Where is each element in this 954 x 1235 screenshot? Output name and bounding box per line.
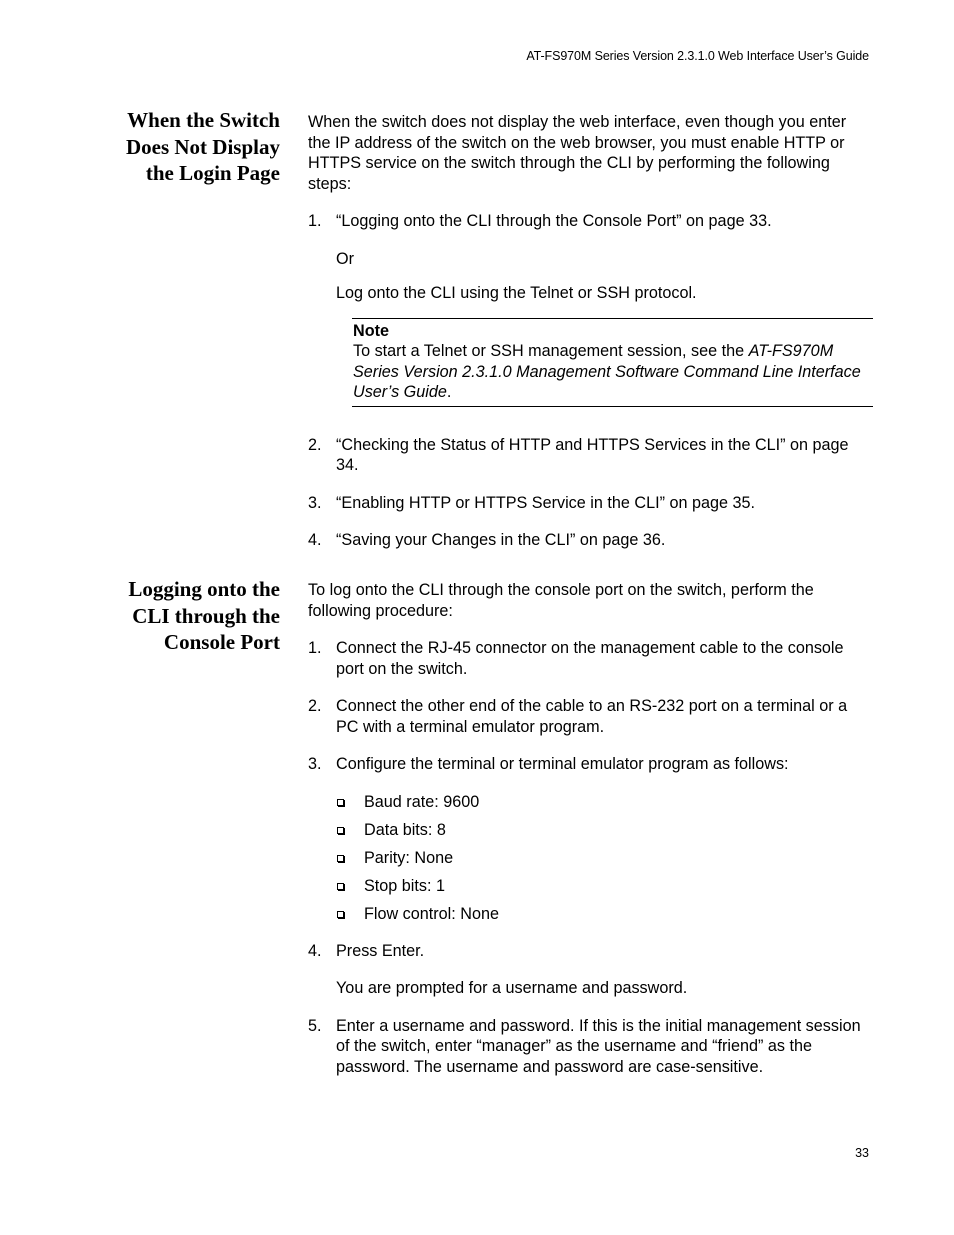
step-item — [308, 530, 873, 551]
step-item — [308, 754, 873, 775]
step-text: “Logging onto the CLI through the Console Port” on page 33. — [336, 212, 772, 230]
step-number: 3. — [308, 493, 322, 512]
step-number: 1. — [308, 212, 322, 230]
heading-line: Does Not Display — [125, 134, 280, 159]
step-text: “Checking the Status of HTTP and HTTPS Services in the CLI” on page 34. — [336, 435, 849, 474]
section-heading-login-page — [100, 107, 280, 187]
guide-title-reference: AT-FS970M Series Version 2.3.1.0 Management Software Command Line Interface User’s Guide — [353, 342, 861, 401]
settings-list-item — [336, 848, 873, 876]
alternative-text: Log onto the CLI using the Telnet or SSH protocol. — [336, 284, 697, 302]
heading-line: CLI through the — [132, 603, 280, 628]
heading-line: When the Switch — [127, 108, 280, 132]
section-body-login-page — [308, 112, 873, 551]
note-text: To start a Telnet or SSH management session, see the AT-FS970M Series Version 2.3.1.0 Management Software Command Line Interface User’s Guide. — [353, 342, 861, 401]
running-header: AT-FS970M Series Version 2.3.1.0 Web Interface User’s Guide — [526, 49, 869, 63]
step-item — [308, 211, 873, 232]
step-text: Press Enter. — [336, 941, 425, 960]
intro-paragraph: To log onto the CLI through the console port on the switch, perform the following procedure: — [308, 581, 814, 620]
checkbox-bullet-icon — [337, 799, 344, 806]
step-number: 1. — [308, 639, 322, 657]
step-text: Connect the other end of the cable to an RS-232 port on a terminal or a PC with a terminal emulator program. — [336, 697, 848, 736]
intro-paragraph: When the switch does not display the web interface, even though you enter the IP address of the switch on the web browser, you must enable HTTP or HTTPS service on the switch through the CLI by performing the following steps: — [308, 113, 847, 193]
step-text: “Saving your Changes in the CLI” on page 36. — [336, 531, 666, 549]
note-title: Note — [353, 321, 389, 340]
step-item — [308, 493, 873, 514]
step-number: 3. — [308, 755, 322, 773]
page-number: 33 — [855, 1146, 869, 1160]
setting-text: Parity: None — [364, 848, 454, 867]
or-text: Or — [336, 249, 354, 268]
terminal-settings-list — [308, 792, 873, 932]
settings-list-item — [336, 876, 873, 904]
step-item — [308, 638, 873, 679]
setting-text: Stop bits: 1 — [364, 876, 445, 895]
step-text: Connect the RJ-45 connector on the management cable to the console port on the switch. — [336, 639, 844, 678]
step-number: 2. — [308, 435, 322, 454]
setting-text: Baud rate: 9600 — [364, 792, 480, 811]
step-number: 2. — [308, 697, 322, 715]
step-item — [308, 696, 873, 737]
setting-text: Data bits: 8 — [364, 820, 446, 839]
section-body-console-port — [308, 580, 873, 1077]
step-item — [308, 941, 873, 962]
setting-text: Flow control: None — [364, 904, 499, 923]
settings-list-item — [336, 904, 873, 932]
step-item — [308, 435, 873, 476]
step-number: 4. — [308, 941, 322, 960]
step-text: Enter a username and password. If this is the initial management session of the switch, enter “manager” as the username and “friend” as the password. The username and password are case-sensitive. — [336, 1016, 861, 1076]
step-text: “Enabling HTTP or HTTPS Service in the CLI” on page 35. — [336, 493, 755, 512]
settings-list-item — [336, 820, 873, 848]
settings-list-item — [336, 792, 873, 820]
checkbox-bullet-icon — [337, 827, 344, 834]
checkbox-bullet-icon — [337, 911, 344, 918]
heading-line: the Login Page — [145, 161, 280, 185]
heading-line: Logging onto the — [128, 577, 280, 601]
step-number: 5. — [308, 1016, 322, 1035]
checkbox-bullet-icon — [337, 883, 344, 890]
step-item — [308, 1016, 873, 1078]
heading-line: Console Port — [163, 630, 280, 654]
checkbox-bullet-icon — [337, 855, 344, 862]
step-number: 4. — [308, 531, 322, 549]
note-box — [352, 318, 873, 407]
section-heading-console-port — [100, 576, 280, 656]
prompt-note: You are prompted for a username and password. — [336, 979, 688, 997]
step-text: Configure the terminal or terminal emulator program as follows: — [336, 755, 789, 773]
